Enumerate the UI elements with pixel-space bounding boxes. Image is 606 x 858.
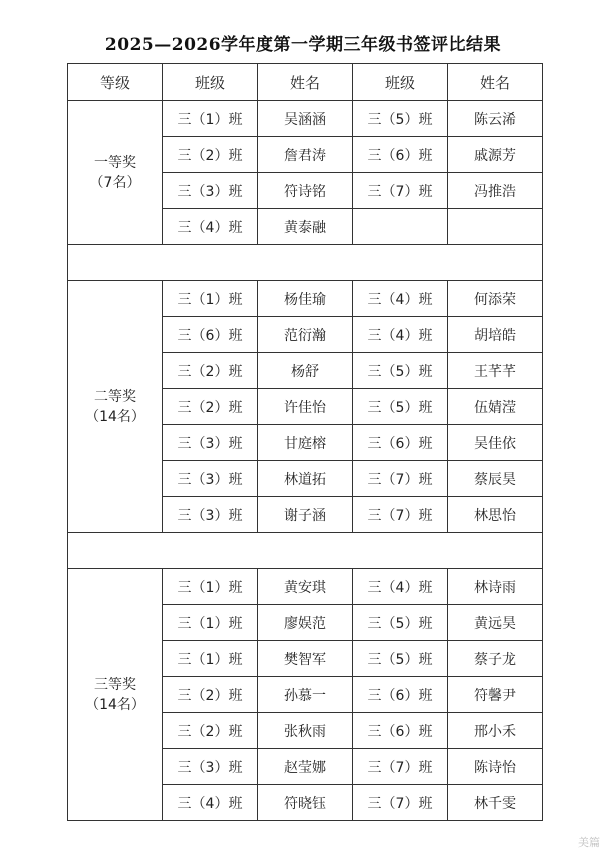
student-name-cell: 黄远昊 — [448, 605, 543, 641]
class-cell: 三（2）班 — [163, 137, 258, 173]
header-row — [68, 64, 543, 101]
student-name-cell: 王芊芊 — [448, 353, 543, 389]
class-cell: 三（5）班 — [353, 389, 448, 425]
class-cell: 三（1）班 — [163, 605, 258, 641]
student-name-cell: 赵莹娜 — [258, 749, 353, 785]
student-name-cell: 樊智军 — [258, 641, 353, 677]
class-cell: 三（6）班 — [353, 137, 448, 173]
class-cell: 三（7）班 — [353, 749, 448, 785]
class-cell: 三（5）班 — [353, 101, 448, 137]
student-name-cell: 孙慕一 — [258, 677, 353, 713]
award-level-cell — [68, 281, 163, 533]
student-name-cell: 林道拓 — [258, 461, 353, 497]
class-cell: 三（4）班 — [353, 317, 448, 353]
award-level: 三等奖 — [94, 676, 136, 693]
student-name-cell: 陈云浠 — [448, 101, 543, 137]
class-cell: 三（4）班 — [353, 569, 448, 605]
student-name-cell: 林千雯 — [448, 785, 543, 821]
class-cell: 三（5）班 — [353, 605, 448, 641]
student-name-cell: 谢子涵 — [258, 497, 353, 533]
class-cell: 三（7）班 — [353, 173, 448, 209]
spacer-row — [68, 533, 543, 569]
student-name-cell: 黄安琪 — [258, 569, 353, 605]
class-cell: 三（3）班 — [163, 425, 258, 461]
class-cell: 三（3）班 — [163, 749, 258, 785]
student-name-cell: 杨佳瑜 — [258, 281, 353, 317]
class-cell: 三（7）班 — [353, 785, 448, 821]
student-name-cell: 张秋雨 — [258, 713, 353, 749]
class-cell — [353, 209, 448, 245]
class-cell: 三（4）班 — [163, 209, 258, 245]
student-name-cell: 林思怡 — [448, 497, 543, 533]
class-cell: 三（2）班 — [163, 713, 258, 749]
class-cell: 三（3）班 — [163, 497, 258, 533]
award-count: （7名） — [89, 174, 141, 191]
student-name-cell: 符诗铭 — [258, 173, 353, 209]
results-table — [67, 63, 543, 821]
student-name-cell: 廖娱范 — [258, 605, 353, 641]
student-name-cell: 符晓钰 — [258, 785, 353, 821]
student-name-cell: 许佳怡 — [258, 389, 353, 425]
student-name-cell: 杨舒 — [258, 353, 353, 389]
class-cell: 三（7）班 — [353, 497, 448, 533]
student-name-cell: 符馨尹 — [448, 677, 543, 713]
student-name-cell: 詹君涛 — [258, 137, 353, 173]
student-name-cell: 何添荣 — [448, 281, 543, 317]
spacer-row — [68, 245, 543, 281]
page-title: 2025—2026学年度第一学期三年级书签评比结果 — [104, 35, 502, 55]
award-level: 二等奖 — [94, 388, 136, 405]
student-name-cell: 冯推浩 — [448, 173, 543, 209]
header-class: 班级 — [163, 64, 258, 101]
student-name-cell: 范衍瀚 — [258, 317, 353, 353]
class-cell: 三（1）班 — [163, 101, 258, 137]
class-cell: 三（1）班 — [163, 281, 258, 317]
student-name-cell — [448, 209, 543, 245]
student-name-cell: 林诗雨 — [448, 569, 543, 605]
student-name-cell: 蔡子龙 — [448, 641, 543, 677]
class-cell: 三（2）班 — [163, 677, 258, 713]
award-level: 一等奖 — [94, 154, 136, 171]
table-row — [68, 281, 543, 317]
header-name: 姓名 — [258, 64, 353, 101]
class-cell: 三（5）班 — [353, 641, 448, 677]
student-name-cell: 蔡辰昊 — [448, 461, 543, 497]
student-name-cell: 伍婧滢 — [448, 389, 543, 425]
class-cell: 三（6）班 — [353, 677, 448, 713]
results-body — [68, 101, 543, 821]
watermark: 美篇 — [578, 836, 600, 849]
class-cell: 三（2）班 — [163, 389, 258, 425]
student-name-cell: 甘庭榕 — [258, 425, 353, 461]
table-row — [68, 569, 543, 605]
student-name-cell: 黄泰融 — [258, 209, 353, 245]
class-cell: 三（4）班 — [163, 785, 258, 821]
student-name-cell: 戚源芳 — [448, 137, 543, 173]
award-count: （14名） — [85, 696, 145, 713]
class-cell: 三（6）班 — [353, 713, 448, 749]
award-level-cell — [68, 101, 163, 245]
spacer-cell — [68, 245, 543, 281]
header-name: 姓名 — [448, 64, 543, 101]
class-cell: 三（6）班 — [353, 425, 448, 461]
header-class: 班级 — [353, 64, 448, 101]
class-cell: 三（2）班 — [163, 353, 258, 389]
class-cell: 三（1）班 — [163, 569, 258, 605]
student-name-cell: 吴涵涵 — [258, 101, 353, 137]
award-level-cell — [68, 569, 163, 821]
class-cell: 三（3）班 — [163, 461, 258, 497]
class-cell: 三（5）班 — [353, 353, 448, 389]
class-cell: 三（6）班 — [163, 317, 258, 353]
class-cell: 三（1）班 — [163, 641, 258, 677]
header-level: 等级 — [68, 64, 163, 101]
student-name-cell: 邢小禾 — [448, 713, 543, 749]
student-name-cell: 胡培皓 — [448, 317, 543, 353]
class-cell: 三（3）班 — [163, 173, 258, 209]
class-cell: 三（7）班 — [353, 461, 448, 497]
spacer-cell — [68, 533, 543, 569]
student-name-cell: 陈诗怡 — [448, 749, 543, 785]
class-cell: 三（4）班 — [353, 281, 448, 317]
student-name-cell: 吴佳依 — [448, 425, 543, 461]
award-count: （14名） — [85, 408, 145, 425]
table-row — [68, 101, 543, 137]
